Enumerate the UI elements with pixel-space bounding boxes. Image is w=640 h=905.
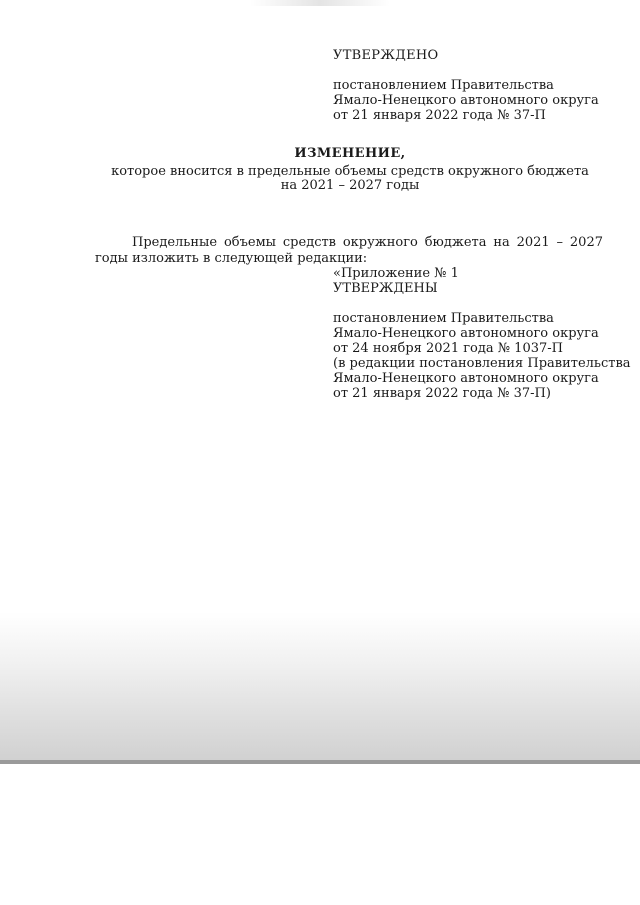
annex-line-5: от 24 ноября 2021 года № 1037-П	[333, 341, 563, 356]
annex-line-2: УТВЕРЖДЕНЫ	[333, 281, 438, 296]
annex-line-7: Ямало-Ненецкого автономного округа	[333, 371, 599, 386]
annex-line-3: постановлением Правительства	[333, 311, 554, 326]
annex-line-6: (в редакции постановления Правительства	[333, 356, 631, 371]
annex-stamp	[333, 266, 631, 401]
document-title: ИЗМЕНЕНИЕ,	[294, 146, 406, 161]
annex-line-4: Ямало-Ненецкого автономного округа	[333, 326, 599, 341]
approval-line-3: от 21 января 2022 года № 37-П	[333, 108, 546, 123]
scan-shadow-top	[250, 0, 390, 6]
scan-shadow-bottom	[0, 612, 640, 762]
blank-area	[0, 764, 640, 905]
document-subtitle-line-1: которое вносится в предельные объемы средств окружного бюджета	[111, 164, 589, 179]
approval-title: УТВЕРЖДЕНО	[333, 48, 439, 63]
body-paragraph: Предельные объемы средств окружного бюджета на 2021 – 2027 годы изложить в следующей редакции:	[95, 235, 603, 266]
approval-line-1: постановлением Правительства	[333, 78, 554, 93]
annex-line-8: от 21 января 2022 года № 37-П)	[333, 386, 551, 401]
approval-line-2: Ямало-Ненецкого автономного округа	[333, 93, 599, 108]
annex-spacer	[333, 296, 631, 311]
approval-stamp	[333, 48, 599, 123]
annex-line-1: «Приложение № 1	[333, 266, 459, 281]
document-subtitle-line-2: на 2021 – 2027 годы	[280, 178, 420, 193]
